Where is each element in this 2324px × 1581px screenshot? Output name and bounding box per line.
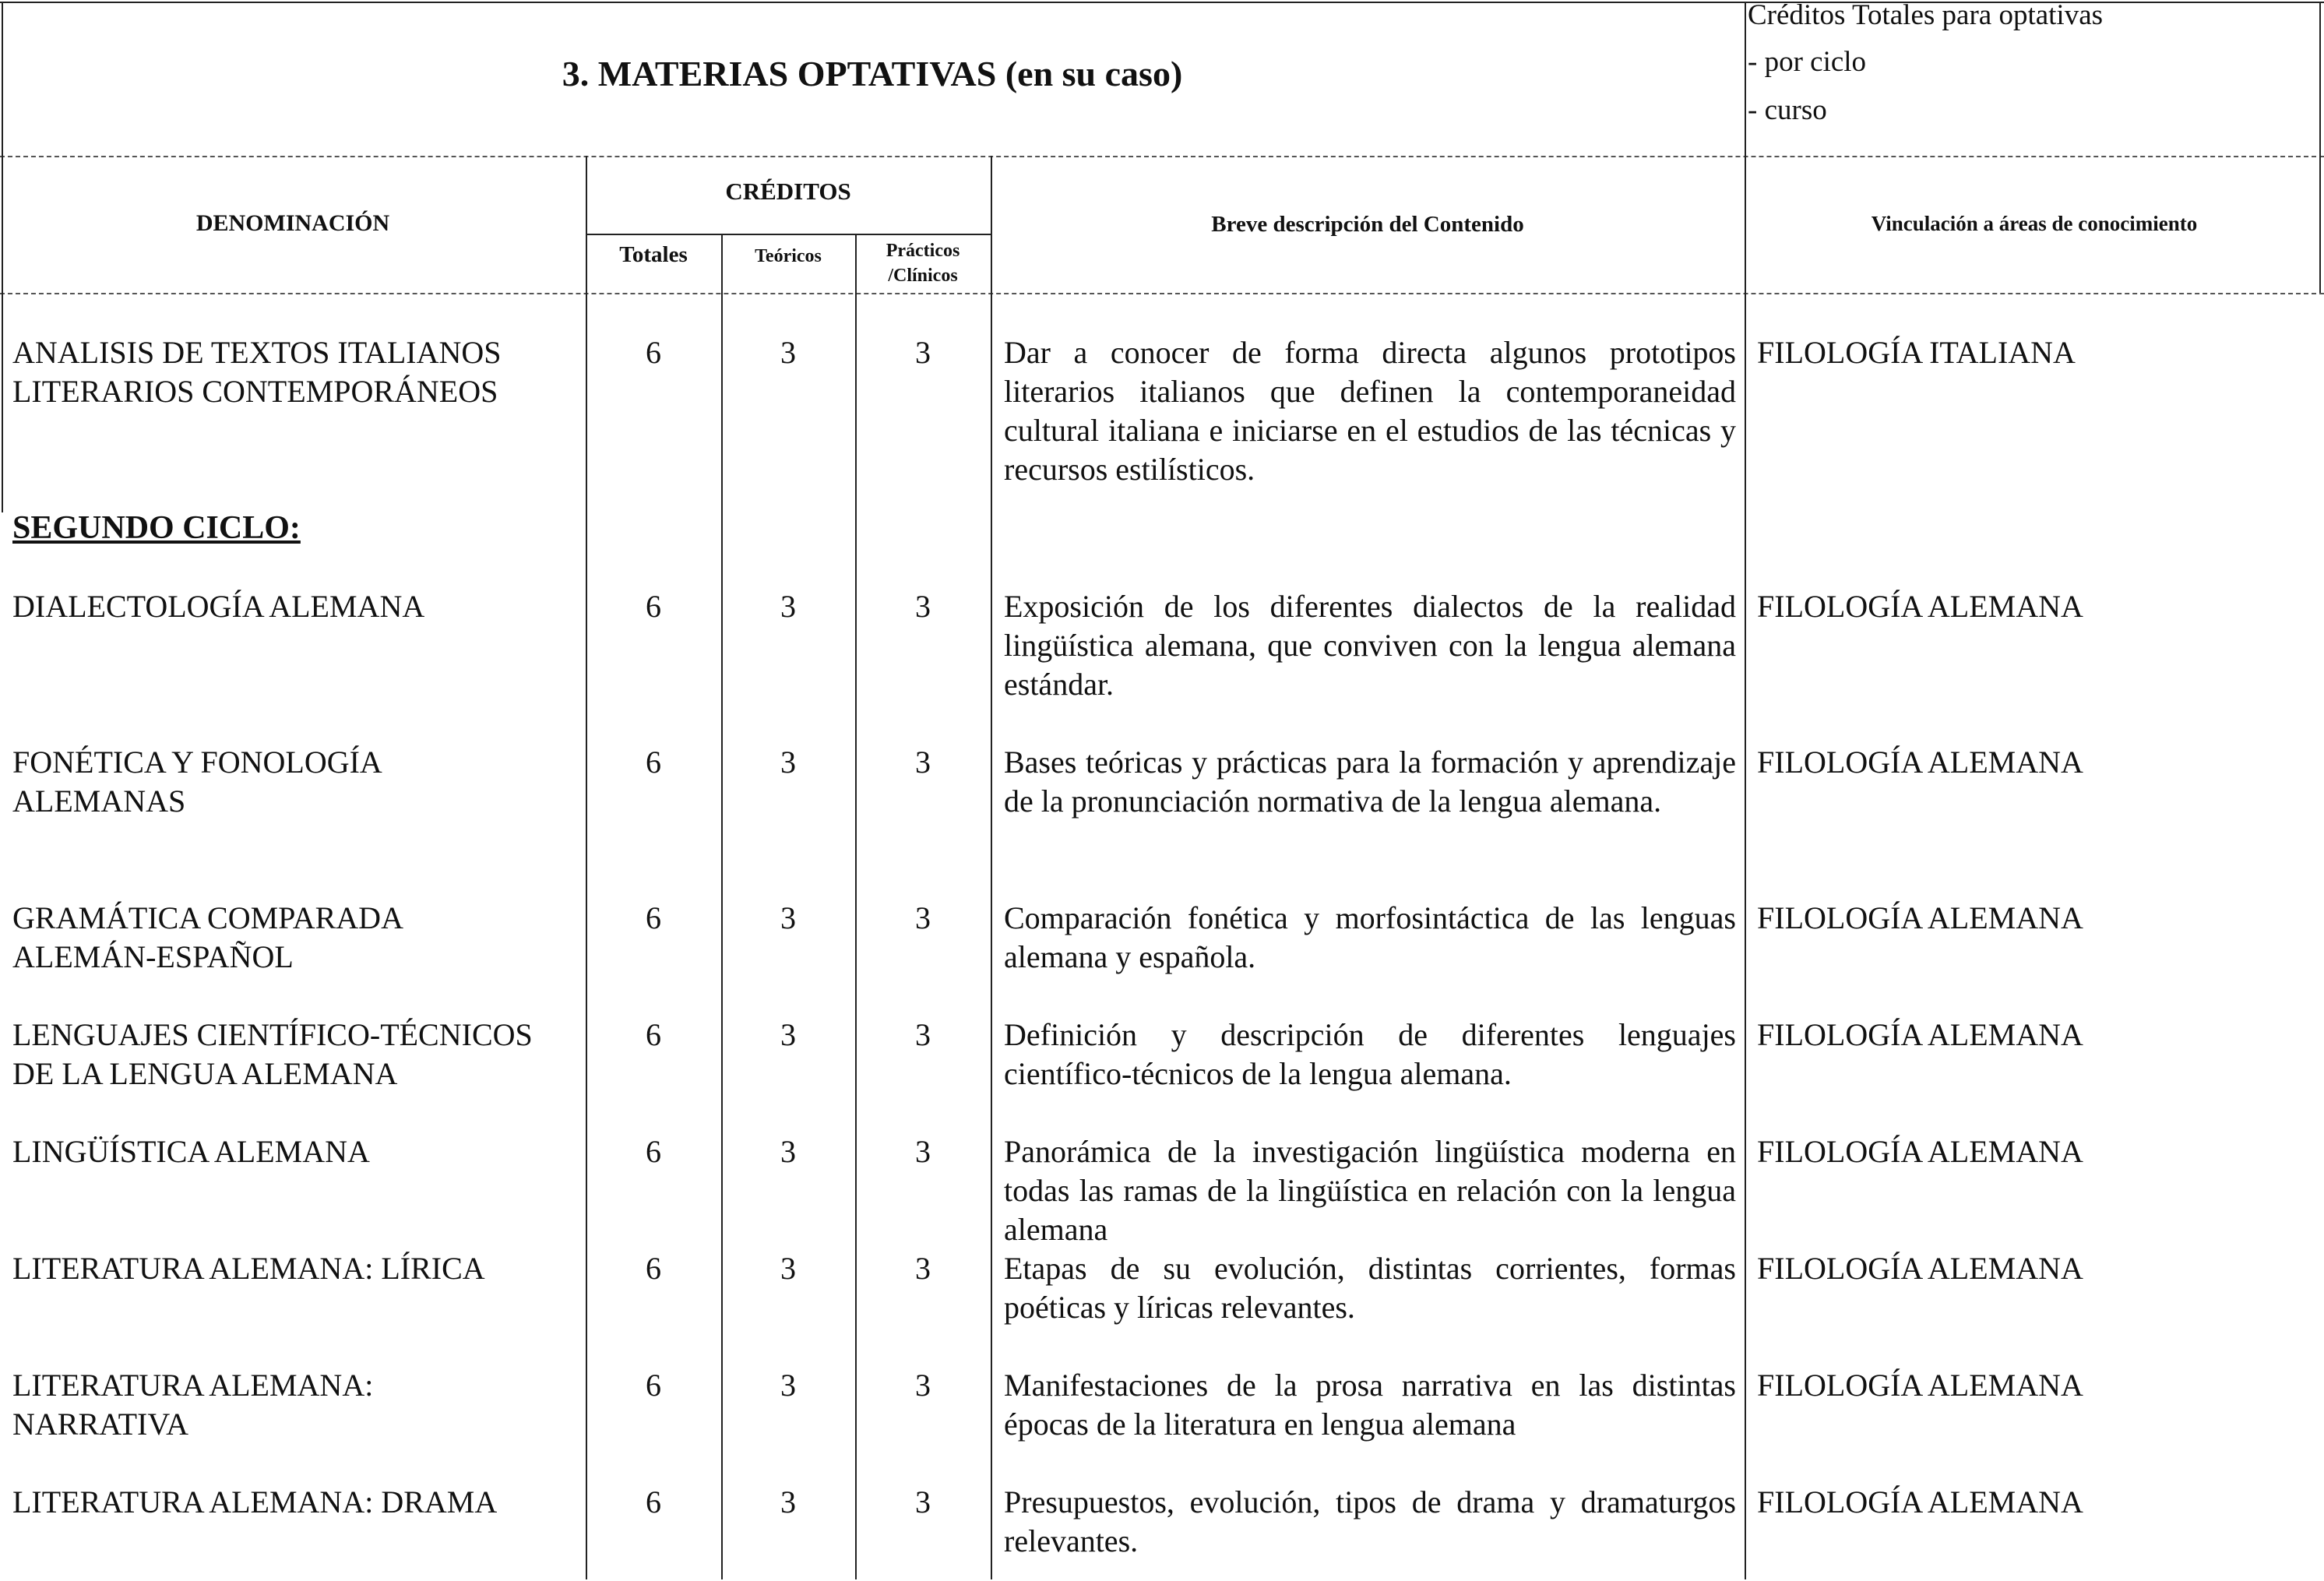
row-area: FILOLOGÍA ALEMANA: [1757, 1484, 2083, 1519]
row-name-line-1: DIALECTOLOGÍA ALEMANA: [12, 589, 425, 624]
column-vinculacion: Vinculación a áreas de conocimiento: [1871, 212, 2198, 235]
row-name: [12, 333, 573, 411]
row-totales: 6: [646, 1484, 661, 1519]
row-area: FILOLOGÍA ALEMANA: [1757, 745, 2083, 780]
row-name: [12, 587, 573, 626]
row-area: FILOLOGÍA ALEMANA: [1757, 589, 2083, 624]
row-name-line-2: NARRATIVA: [12, 1407, 188, 1442]
row-name-line-1: LITERATURA ALEMANA: LÍRICA: [12, 1251, 485, 1286]
section-segundo-ciclo: SEGUNDO CICLO:: [12, 510, 301, 546]
row-practicos: 3: [915, 1017, 931, 1052]
column-teoricos: Teóricos: [755, 246, 822, 266]
row-name: [12, 1366, 573, 1444]
row-teoricos: 3: [780, 900, 796, 935]
row-name-line-1: LITERATURA ALEMANA: DRAMA: [12, 1484, 498, 1519]
row-name-line-1: FONÉTICA Y FONOLOGÍA: [12, 745, 382, 780]
row-description: Presupuestos, evolución, tipos de drama y dramaturgos relevantes.: [1004, 1484, 1736, 1558]
row-description: Panorámica de la investigación lingüística moderna en todas las ramas de la lingüística en relación con la lengua alemana: [1004, 1134, 1736, 1247]
right-border: [2319, 2, 2321, 293]
row-description: Dar a conocer de forma directa algunos prototipos literarios italianos que definen la contemporaneidad cultural italiana e iniciarse en el estudios de las técnicas y recursos estilísticos.: [1004, 335, 1736, 487]
row-practicos: 3: [915, 900, 931, 935]
row-name: [12, 899, 573, 977]
column-practicos-line-2: /Clínicos: [888, 266, 958, 286]
header-bottom-rule: [0, 156, 2324, 157]
row-totales: 6: [646, 900, 661, 935]
row-totales: 6: [646, 745, 661, 780]
row-area: FILOLOGÍA ALEMANA: [1757, 1251, 2083, 1286]
credits-box-line-2: - por ciclo: [1748, 46, 1867, 78]
row-name-line-1: LITERATURA ALEMANA:: [12, 1368, 374, 1403]
row-name-line-2: ALEMANAS: [12, 783, 186, 819]
row-description: Definición y descripción de diferentes lenguajes científico-técnicos de la lengua alemana.: [1004, 1017, 1736, 1091]
row-area: FILOLOGÍA ALEMANA: [1757, 1368, 2083, 1403]
left-border: [2, 2, 3, 293]
column-denominacion: DENOMINACIÓN: [195, 210, 390, 236]
row-teoricos: 3: [780, 1251, 796, 1286]
row-description: Exposición de los diferentes dialectos de la realidad lingüística alemana, que conviven con la lengua alemana estándar.: [1004, 589, 1736, 702]
row-name-line-1: LINGÜÍSTICA ALEMANA: [12, 1134, 370, 1169]
row-description: Manifestaciones de la prosa narrativa en las distintas épocas de la literatura en lengua alemana: [1004, 1368, 1736, 1442]
row-practicos: 3: [915, 745, 931, 780]
row-area: FILOLOGÍA ALEMANA: [1757, 900, 2083, 935]
credits-box-line-3: - curso: [1748, 94, 1827, 126]
row-totales: 6: [646, 1251, 661, 1286]
row-practicos: 3: [915, 1251, 931, 1286]
row-totales: 6: [646, 1017, 661, 1052]
column-header-bottom-rule: [0, 293, 2324, 294]
column-creditos: CRÉDITOS: [725, 178, 851, 205]
row-teoricos: 3: [780, 335, 796, 370]
row-area: FILOLOGÍA ALEMANA: [1757, 1017, 2083, 1052]
row-teoricos: 3: [780, 1484, 796, 1519]
row-name-line-1: ANALISIS DE TEXTOS ITALIANOS: [12, 335, 502, 370]
row-area: FILOLOGÍA ALEMANA: [1757, 1134, 2083, 1169]
row-practicos: 3: [915, 1368, 931, 1403]
column-practicos-line-1: Prácticos: [886, 241, 960, 261]
page-title: 3. MATERIAS OPTATIVAS (en su caso): [562, 54, 1183, 93]
row-teoricos: 3: [780, 1134, 796, 1169]
row-name: [12, 1483, 573, 1522]
row-description: Comparación fonética y morfosintáctica de las lenguas alemana y española.: [1004, 900, 1736, 974]
row-name-line-2: ALEMÁN-ESPAÑOL: [12, 939, 294, 974]
row-description: Etapas de su evolución, distintas corrientes, formas poéticas y líricas relevantes.: [1004, 1251, 1736, 1325]
row-practicos: 3: [915, 335, 931, 370]
divider-practicos-desc: [991, 156, 992, 1579]
row-name: [12, 1132, 573, 1171]
row-teoricos: 3: [780, 745, 796, 780]
row-area: FILOLOGÍA ITALIANA: [1757, 335, 2076, 370]
row-name: [12, 1249, 573, 1288]
row-totales: 6: [646, 335, 661, 370]
row-totales: 6: [646, 1134, 661, 1169]
column-practicos: [855, 238, 991, 288]
row-name-line-1: LENGUAJES CIENTÍFICO-TÉCNICOS: [12, 1017, 533, 1052]
row-teoricos: 3: [780, 1017, 796, 1052]
row-practicos: 3: [915, 1134, 931, 1169]
column-totales: Totales: [619, 242, 688, 267]
credits-sub-rule: [586, 234, 991, 235]
row-name-line-2: LITERARIOS CONTEMPORÁNEOS: [12, 374, 498, 409]
row-practicos: 3: [915, 1484, 931, 1519]
row-name: [12, 1016, 573, 1093]
column-descripcion: Breve descripción del Contenido: [1211, 212, 1524, 237]
row-totales: 6: [646, 1368, 661, 1403]
row-description: Bases teóricas y prácticas para la formación y aprendizaje de la pronunciación normativa de la lengua alemana.: [1004, 745, 1736, 819]
left-border-body: [2, 293, 3, 512]
row-name-line-1: GRAMÁTICA COMPARADA: [12, 900, 403, 935]
divider-title-credits: [1745, 2, 1746, 1579]
row-totales: 6: [646, 589, 661, 624]
credits-box-line-1: Créditos Totales para optativas: [1748, 0, 2104, 31]
row-name-line-2: DE LA LENGUA ALEMANA: [12, 1056, 398, 1091]
row-teoricos: 3: [780, 589, 796, 624]
row-teoricos: 3: [780, 1368, 796, 1403]
row-practicos: 3: [915, 589, 931, 624]
row-name: [12, 743, 573, 821]
